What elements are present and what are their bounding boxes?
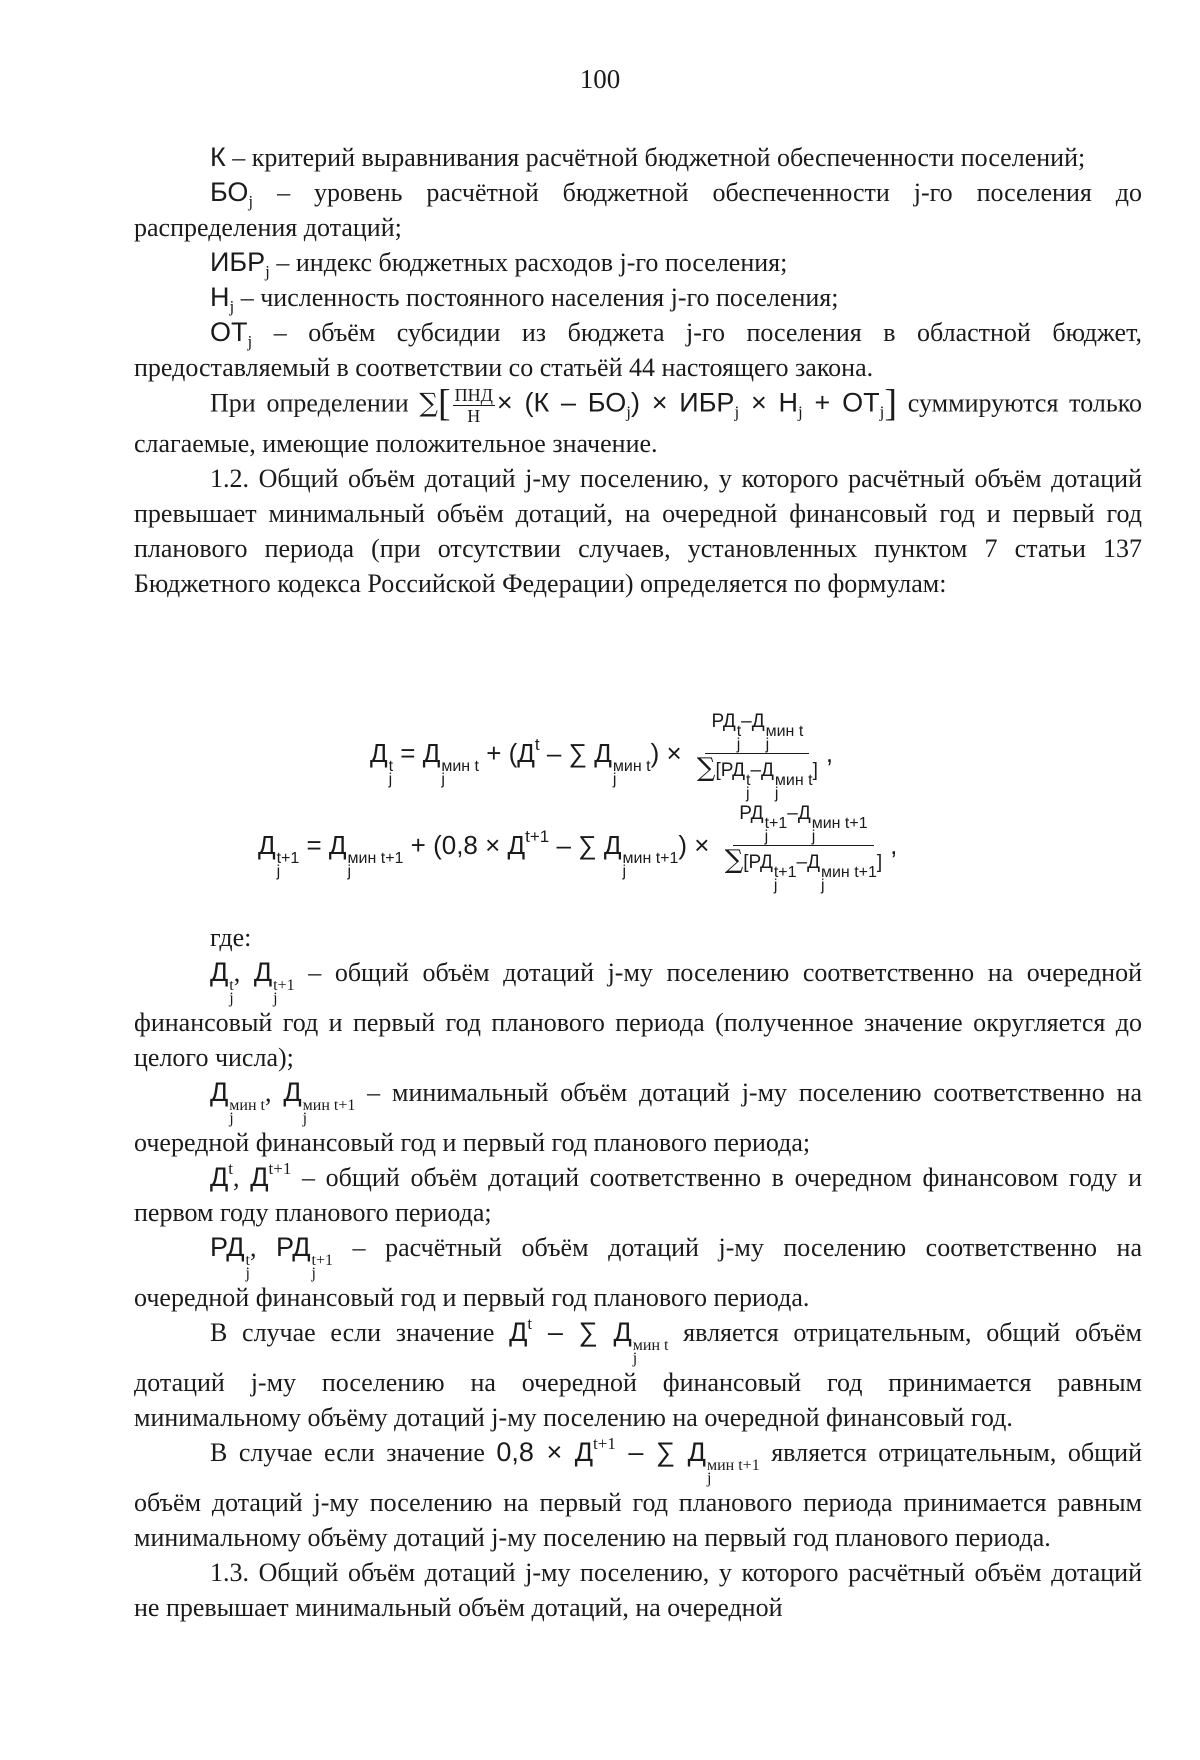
formula-current-year: Д t j = Д мин t j + ($Д^t$ – ∑ Д мин t j ) × РД t j –Д мин t j ∑[РД t j –Д мин t j ] , [370, 711, 834, 802]
formula-current-fraction: РД t j –Д мин t j ∑[РД t j –Д мин t j ] [696, 711, 818, 802]
body-text-top [134, 140, 1142, 601]
paragraph-1-2: 1.2. Общий объём дотаций j-му поселению, у которого расчётный объём дотаций превышает минимальный объём дотаций, на очередной финансовый год и первый год планового периода (при отсутствии случаев, установленных пунктом 7 статьи 137 Бюджетного кодекса Российской Федерации) определяется по формулам: [134, 464, 1142, 598]
pnd-fraction: $\frac{\text{ПНД}}{Н}$ [454, 385, 493, 426]
where-label: где: [210, 923, 252, 952]
formula-block [0, 710, 1200, 900]
def-ot: $ОТ_j$ – объём субсидии из бюджета j-го поселения в областной бюджет, предоставляемый в соответствии со статьёй 44 настоящего закона. [134, 317, 1142, 382]
def-ibr: $ИБР_j$ – индекс бюджетных расходов j-го поселения; [210, 247, 788, 281]
def-d-min: Д мин t j , Д мин t+1 j – минимальный объём дотаций j-му поселению соответственно на очередной финансовый год и первый год планового периода; [134, 1077, 1143, 1157]
case-negative-current: В случае если значение $Д^t$ – ∑ Д мин t j является отрицательным, общий объём дотаций j-му поселению на очередной финансовый год принимается равным минимальному объёму дотаций j-му поселению на очередной финансовый год. [134, 1314, 1143, 1432]
page-number: 100 [579, 64, 621, 94]
case-negative-next: В случае если значение $0,8 \times Д^{t+1}$ – ∑ Д мин t+1 j является отрицательным, общий объём дотаций j-му поселению на первый год планового периода принимается равным минимальному объёму дотаций j-му поселению на первый год планового периода. [134, 1434, 1142, 1552]
def-d: Д t j , Д t+1 j – общий объём дотаций j-му поселению соответственно на очередной финансовый год и первый год планового периода (полученное значение округляется до целого числа); [134, 957, 1143, 1072]
def-bo: $БО_j$ – уровень расчётной бюджетной обеспеченности j-го поселения до распределения дотаций; [134, 177, 1142, 242]
def-n: $Н_j$ – численность постоянного населения j-го поселения; [210, 282, 839, 316]
body-text-bottom [134, 920, 1142, 1625]
def-k: К – критерий выравнивания расчётной бюджетной обеспеченности поселений; [210, 142, 1086, 172]
paragraph-1-3: 1.3. Общий объём дотаций j-му поселению, у которого расчётный объём дотаций не превышает минимальный объём дотаций, на очередной [134, 1558, 1142, 1622]
def-rd: РД t j , РД t+1 j – расчётный объём дотаций j-му поселению соответственно на очередной финансовый год и первый год планового периода. [134, 1232, 1142, 1312]
def-d-total: $Д^t$, $Д^{t+1}$ – общий объём дотаций соответственно в очередном финансовом году и первом году планового периода; [134, 1159, 1142, 1227]
formula-next-fraction: РД t+1 j –Д мин t+1 j ∑[РД t+1 j –Д мин t+1 j ] [724, 803, 883, 894]
formula-next-year: Д t+1 j = Д мин t+1 j + ($0,8 \times Д^{t+1}$ – ∑ Д мин t+1 j ) × РД t+1 j –Д мин t+1 j ∑[РД t+1 j –Д мин t+1 j ] , [258, 803, 898, 894]
sum-condition: При определении ∑[ $\frac{\text{ПНД}}{Н}$ × $(К - БО_j) \times ИБР_j \times Н_j + ОТ_j$] суммируются только слагаемые, имеющие положительное значение. [134, 382, 1143, 458]
